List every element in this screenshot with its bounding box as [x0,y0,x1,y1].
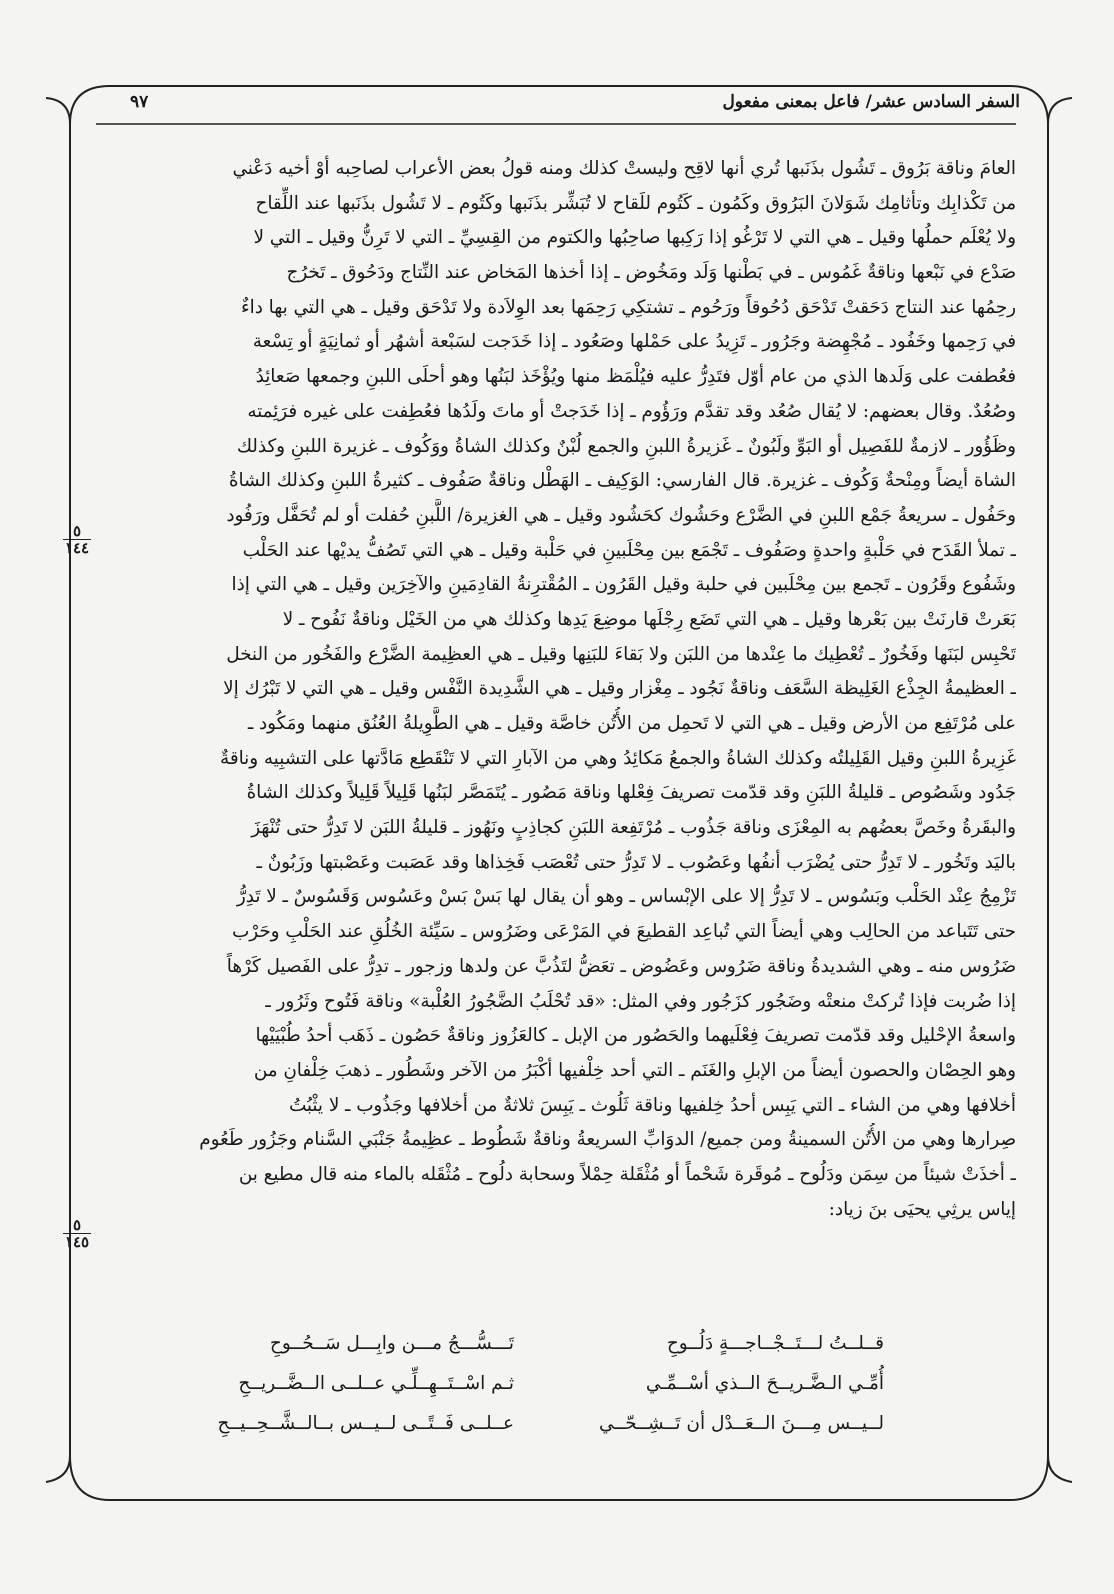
margin-ref-denominator: ١٤٤ [64,539,90,557]
poem-verse [184,1364,884,1404]
hemistich-first: لــيــس مِـــنَ الــعَــدْل أن تَــشِــحّــي [598,1413,884,1434]
text-line: من تَكْذابِك وتأثامِك شَوَلانَ البَرُوق وكَمُون ـ كَتُوم للَقاح لا تُبَشِّر بذَنَبها وكَتُوم ـ لا تَشُول بذَنَبها عند اللِّقاح [255,192,1016,214]
text-line: الشاة أيضاً ومِنْحةٌ وَكُوف ـ غزيرة. قال الفارسي: الوَكِيف ـ الهَطْل وناقةٌ صَفُوف ـ كثيرةُ اللبنِ وكذلك الشاةُ [228,470,1016,492]
text-line: تَحْبِس لبَنَها وفَخُورٌ ـ تُعْطِيك ما عِنْدها من اللبَن ولا بَقاءَ للبَنِها وقيل ـ هي العظِيمة الضَّرْع والفَخُور من النخل [226,643,1016,665]
text-line: ـ أخذَتْ شيئاً من سِمَن ودَلُوح ـ مُوقَرة شَحْماً أو مُثْقَلة حِمْلاً وسحابة دلُوح ـ مُثْقَله بالماء منه قال مطيع بن [238,1163,1016,1185]
text-line: ولا يُعْلَم حملُها وقيل ـ هي التي لا تَرْغُو إذا رَكِبها صاحِبُها والكتوم من القِسِيِّ ـ التي لا تَرِنُّ وقيل ـ التي لا [253,227,1016,249]
text-line: واسعةُ الإحْليل وقد قدّمت تصريفَ فِعْلَيهما والحَصُور من الإبل ـ كالعَزُوز وناقةٌ حَصُون ـ ذَهَب أحدُ طُبْيَيْها [255,1025,1016,1047]
hemistich-first: قــلــتُ لـــتَــجْــاجـــةٍ دَلُــوحِ [666,1333,884,1354]
text-line: فعُطفت على وَلَدها الذي من عام أوّل فتَدِرُّ عليه فيُلْمَظ منها ويُؤْخَذ لبَنُها وهو أحلَى اللبنِ وجمعها صَعائِدُ [255,366,1016,388]
text-line: صَدْع في نَبْعها وناقةٌ غَمُوس ـ في بَطْنها وَلَد ومَخُوض ـ إذا أخذها المَخاض عند النِّتاج ودَحُوق ـ تَخرُج [286,262,1016,284]
text-line: ضَرُوس منه ـ وهي الشديدةُ وناقة ضَرُوس وعَضُوض ـ تعَضُّ لتَذُبَّ عن ولدها وزجور ـ تدِرُّ على الفَصيل كَرْهاً [226,955,1016,977]
margin-ref-numerator: ٥ [72,1216,82,1234]
text-line: وهو الحِصْان والحصون أيضاً من الإبلِ والغَنَم ـ التي أحد خِلْفيها أكْبَرُ من الآخر وشَطُور ـ ذهبَ خِلْفانِ من [253,1059,1016,1081]
hemistich-second: ثـم اسْــتَــهِــلِّـي عــلــى الــضَّــريــحِ [238,1373,514,1394]
text-line: والبقَرةُ وخَصَّ بعضُهم به المِعْزَى وناقة جَذُوب ـ مُرْتَفِعة اللبَنِ كجاذِبٍ ونَهُوز ـ قليلةُ اللبَن لا تَدِرُّ حتى تُنْهَزَ [251,817,1016,839]
text-line: العامَ وناقة بَرُوق ـ تَشُول بذَنَبها تُري أنها لاقِح وليستْ كذلك ومنه قولُ بعض الأعراب لصاحِبه أوْ أخيه دَعْني [232,158,1016,179]
page-number: ٩٧ [130,92,149,112]
text-line: جَدُود وشَصُوص ـ قليلةُ اللبَنِ وقد قدّمت تصريفَ فِعْلها وناقة مَصُور ـ يُتَمَصَّر لبَنُها قَلِيلاً قَلِيلاً وكذلك الشاةُ [246,782,1016,804]
poem [184,1324,884,1444]
text-line: باليَد وتَخُور ـ لا تَدِرُّ حتى يُضْرَب أنفُها وعَصُوب ـ لا تَدِرُّ حتى تُعْصَب فَخِذاها وقد عَصَبت وعَصْبتها وزَبُونٌ ـ [256,851,1016,873]
text-line: بَعَرتْ قارنَتْ بين بَعْرها وقيل ـ هي التي تَضَع رِجْلَها موضِعَ يَدِها وكذلك هي من الخَيْل وناقةٌ نَفُوح ـ لا [282,608,1016,630]
text-line: في رَحِمها وخَفُود ـ مُجْهِضة وجَرُور ـ تَزِيدُ على حَمْلها وصَعُود ـ إذا خَدَجت لسَبْعة أشهُر أو ثمانِيَةٍ أو تِسْعة [252,331,1016,353]
margin-ref-denominator: ١٤٥ [64,1233,90,1251]
text-line: أخلافها وهي من الشاء ـ التي يَبِس أحدُ خِلفيها وناقة ثَلُوث ـ يَبِسَ ثلاثةٌ من أخلافها وجَذُوب ـ لا يثْبُتُ [288,1094,1016,1116]
text-line: ـ تملأ القَدَح في حَلْبةٍ واحدةٍ وصَفُوف ـ تَجْمَع بين مِحْلَبينِ في حَلْبة وقيل ـ هي التي تَصُفُّ يديْها عند الحَلْب [242,539,1016,561]
margin-page-ref [60,1218,94,1249]
hemistich-first: أُمِّـي الـضَّـريــحَ الــذي أسْــمِّـي [645,1373,884,1394]
hemistich-second: تَـــسُّـــجُ مـــن وابِـــل سَــحُــوحِ [269,1333,514,1354]
margin-page-ref [60,524,94,555]
text-line: ـ العظيمةُ الجِذْع الغَلِيظة السَّعَف وناقةٌ نَجُود ـ مِغْزار وقيل ـ هي الشَّدِيدة النَّفْس وقيل ـ هي التي لا تَبْرُك إلا [223,678,1016,700]
body-text [92,152,1016,1227]
text-line: على مُرْتَفِع من الأرض وقيل ـ هي التي لا تَحمِل من الأُتُن خاصَّة وقيل ـ هي الطَّوِيلةُ العُنُق منهما ومَكُود ـ [247,713,1016,734]
text-line: إذا ضُربت فإذا تُركتْ منعتْه وضَجُور كزَجُور وفي المثل: «قد تُحْلَبُ الضَّجُورُ العُلْبة» وناقة فَتُوح وثَرُور ـ [265,990,1016,1012]
text-line: وظَؤُور ـ لازمةٌ للفَصِيل أو البَوِّ ولَبُونٌ ـ غَزيرةُ اللبنِ والجمع لُبْنٌ وكذلك الشاةُ ووَكُوف ـ غزيرة اللبنِ وكذلك [236,435,1016,457]
text-line: صِرارها وهي من الأُتُن السمينةُ ومن جميع/ الدوَابِّ السريعةُ وناقةٌ شَطُوط ـ عظِيمةُ جَنْبَي السَّنام وجَزُور طَعُوم [199,1129,1016,1151]
text-line: حتى تَتَباعد من الحالِب وهي أيضاً التي تُباعِد القطيعَ في المَرْعَى وضَرُوس ـ سَيِّئة الخُلُقِ عند الحَلْبِ وحَرْب [232,921,1016,943]
poem-verse [184,1404,884,1444]
text-line: وصُعُدٌ. وقال بعضهم: لا يُقال صُعُد وقد تقدَّم ورَؤُوم ـ إذا خَدَجتْ أو ماتَ ولَدُها فعُطِفت على غيره فرَئِمته [247,400,1016,422]
text-line: رحِمُها عند النتاج دَحَقتْ تَدْحَق دُحُوقاً ورَحُوم ـ تشتكِي رَحِمَها بعد الوِلاَدة ولا تَدْحَق وقيل ـ هي التي بها داءٌ [241,296,1016,318]
text-line: إياس يرثِي يحيَى بنَ زياد: [828,1198,1016,1220]
text-line: وحَفُول ـ سريعةُ جَمْع اللبنِ في الضَّرْع وحَشُوك كحَشُود وقيل ـ هي الغزيرة/ اللَّبنِ حُفلت أو لم تُحَفَّل ورَفُود [226,504,1016,526]
page-header [120,92,1020,118]
poem-verse [184,1324,884,1364]
text-line: غَزِيرةُ اللبنِ وقيل القَلِيلتُه وكذلك الشاةُ والجمعُ مَكائِدُ وهي من الآبارِ التي لا تَنْقَطِع مَادَّتها على التشبِيه وناقةٌ [220,747,1016,769]
running-title: السفر السادس عشر/ فاعل بمعنى مفعول [722,92,1020,112]
text-line: وشَفُوع وقَرُون ـ تَجمع بين مِحْلَبين في حلبة وقيل القَرُون ـ المُقْترِنةُ القادِمَينِ والآخِرَين وقيل ـ هي التي إذا [231,574,1016,596]
text-line: تَزْمِجُ عِنْد الحَلْب وبَسُوس ـ لا تَدِرُّ إلا على الإبْساس ـ وهو أن يقال لها بَسْ بَسْ وعَسُوس وَقَسُوسٌ ـ لا تَدِرُّ [236,886,1016,908]
hemistich-second: عــلــى فَــتًــى لــيــس بــالــشَّــحِــيــحِ [217,1413,514,1434]
margin-ref-numerator: ٥ [72,522,82,540]
